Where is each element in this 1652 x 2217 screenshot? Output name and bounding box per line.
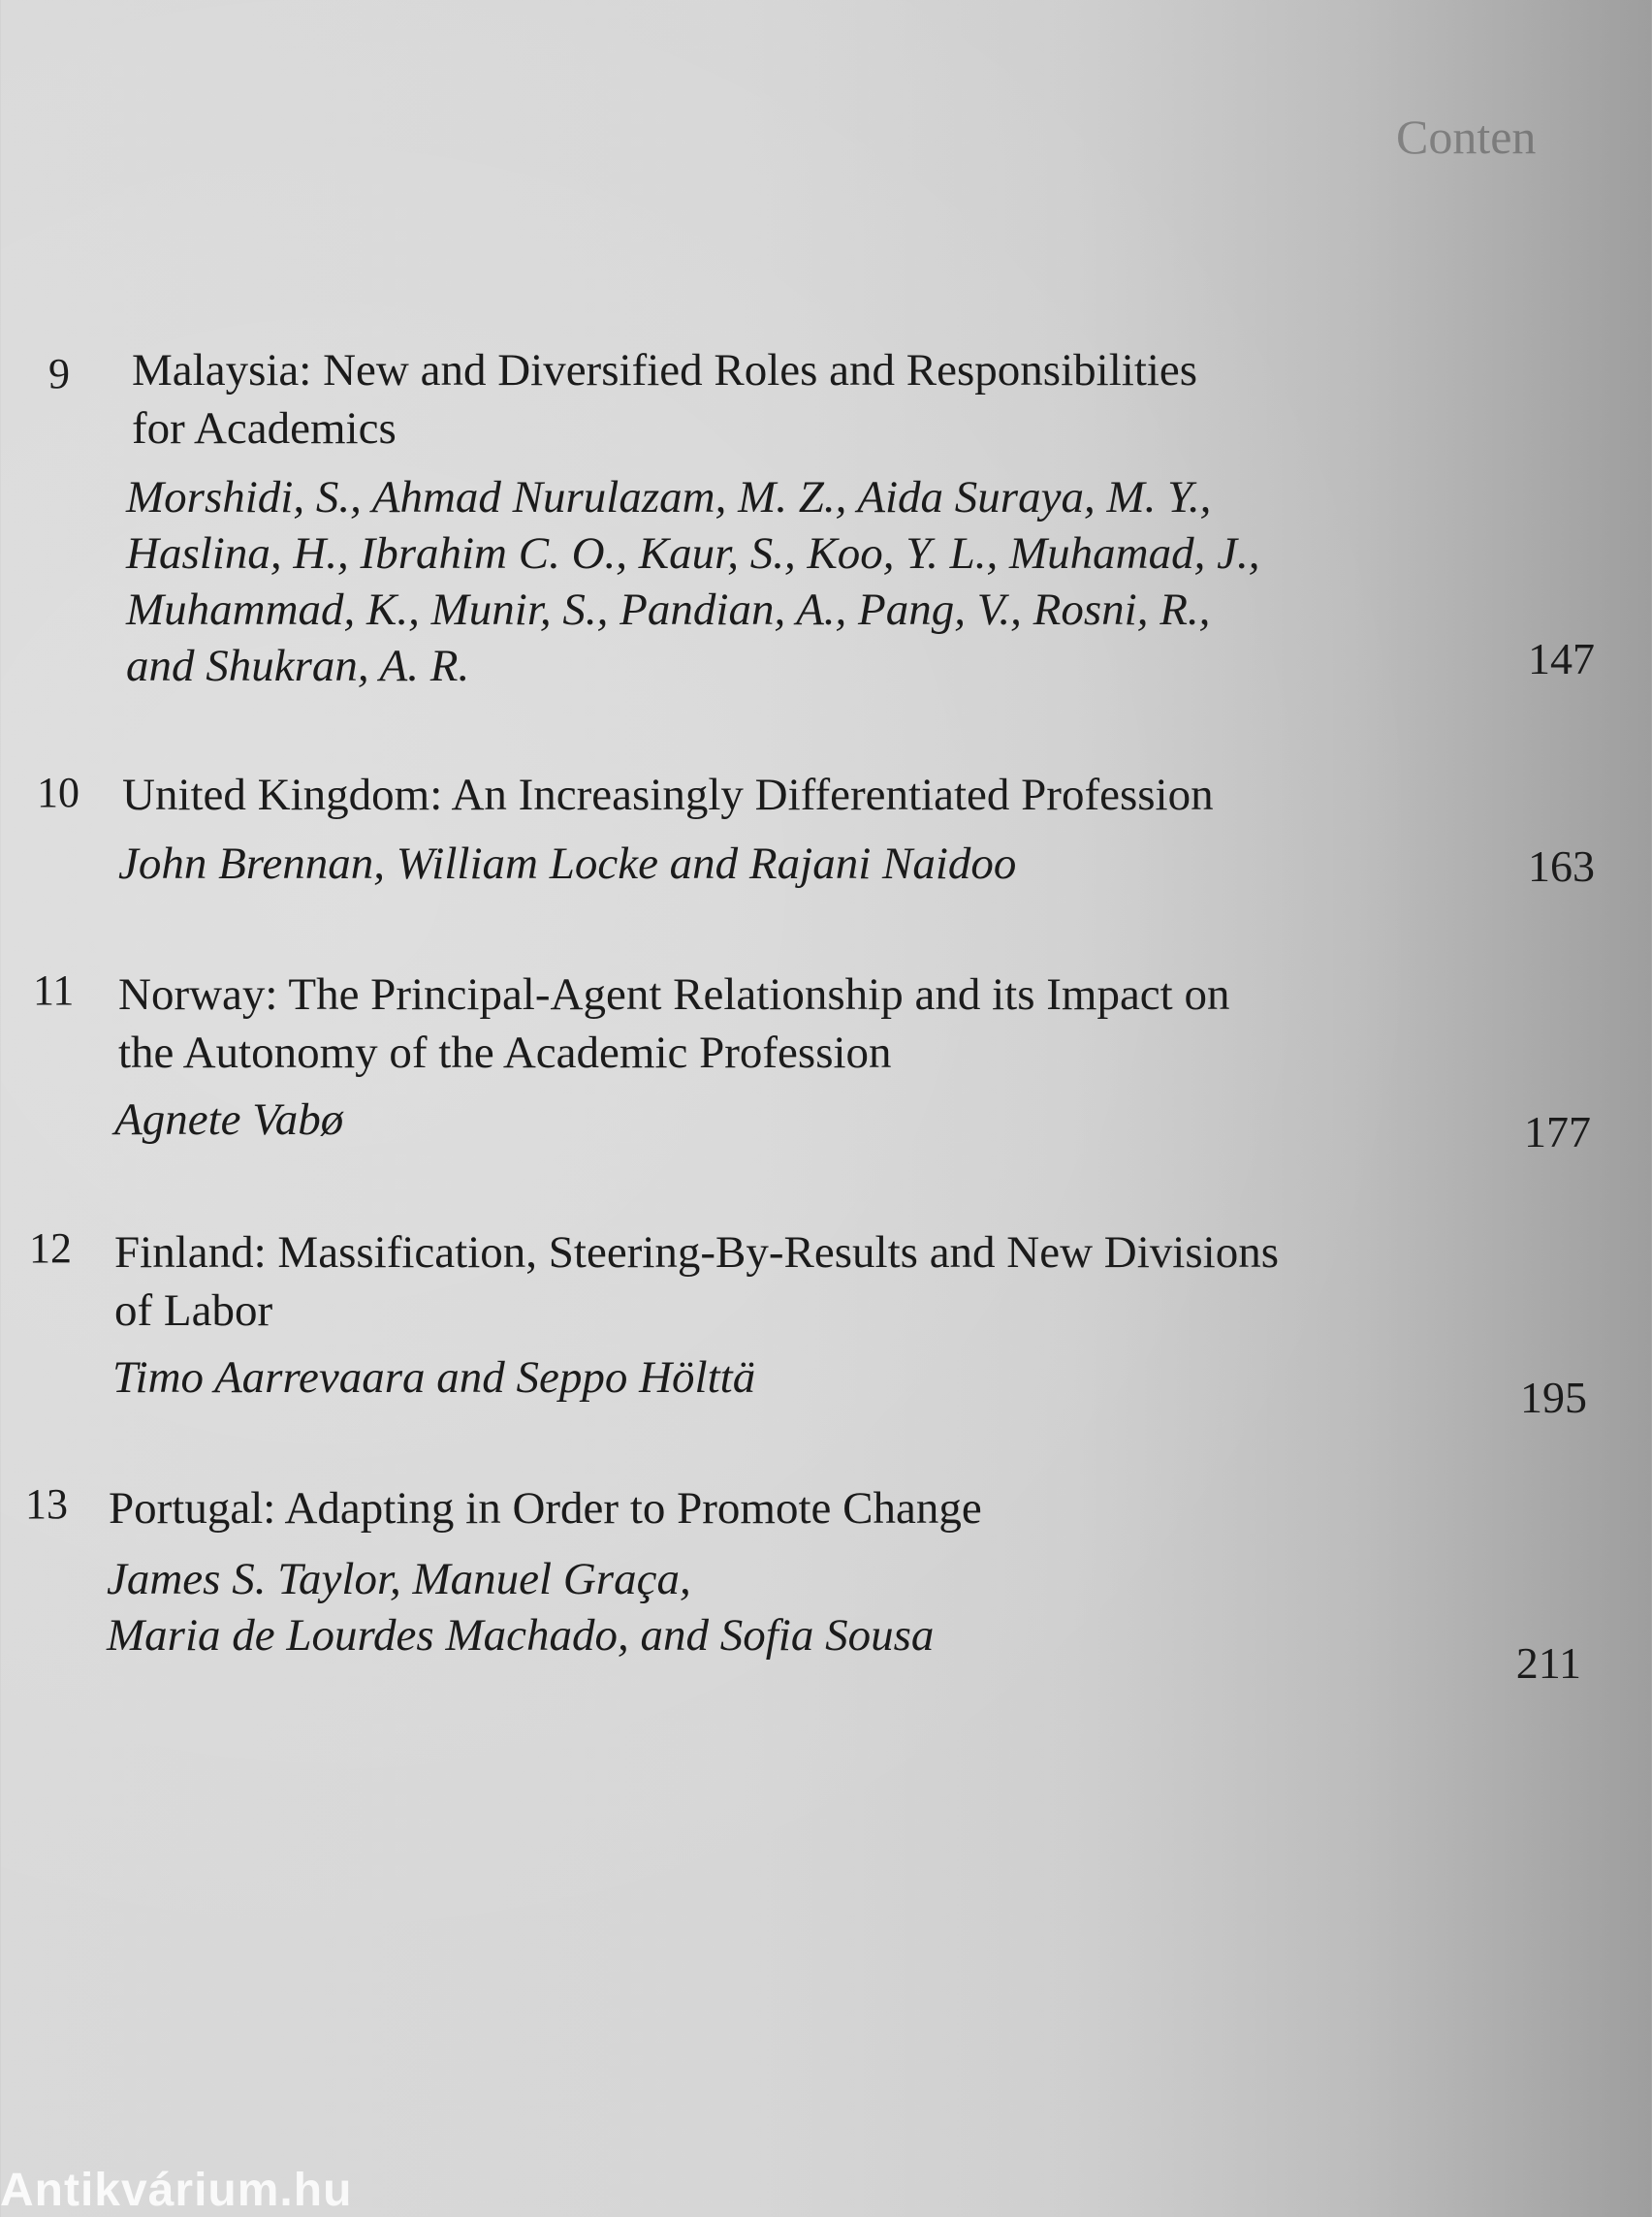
title-line: United Kingdom: An Increasingly Differentiated Profession	[122, 770, 1214, 820]
chapter-number: 12	[29, 1224, 72, 1272]
author-line: Haslina, H., Ibrahim C. O., Kaur, S., Koo, Y. L., Muhamad, J.,	[126, 528, 1260, 579]
chapter-title	[118, 966, 1229, 1082]
chapter-title	[122, 766, 1214, 824]
page-number: 211	[1515, 1638, 1581, 1688]
chapter-authors	[112, 1349, 755, 1406]
author-line: Muhammad, K., Munir, S., Pandian, A., Pang, V., Rosni, R.,	[126, 585, 1211, 635]
chapter-number: 9	[48, 350, 70, 397]
author-line: John Brennan, William Locke and Rajani Naidoo	[118, 839, 1017, 889]
title-line: Norway: The Principal-Agent Relationship and its Impact on	[118, 969, 1230, 1020]
title-line: Finland: Massification, Steering-By-Results and New Divisions	[114, 1227, 1280, 1278]
chapter-authors	[126, 469, 1259, 694]
watermark: Antikvárium.hu	[0, 2165, 353, 2216]
title-line: for Academics	[132, 403, 397, 454]
chapter-authors	[107, 1551, 934, 1663]
chapter-number: 11	[33, 966, 75, 1014]
page-number: 177	[1524, 1107, 1591, 1156]
title-line: the Autonomy of the Academic Profession	[118, 1028, 892, 1078]
chapter-title	[109, 1479, 982, 1537]
author-line: Agnete Vabø	[114, 1094, 344, 1145]
title-line: Malaysia: New and Diversified Roles and Responsibilities	[132, 345, 1198, 396]
author-line: and Shukran, A. R.	[126, 641, 470, 691]
chapter-title	[132, 341, 1197, 458]
chapter-authors	[118, 836, 1016, 892]
chapter-title	[114, 1223, 1279, 1340]
author-line: Timo Aarrevaara and Seppo Hölttä	[112, 1352, 756, 1403]
header-bleed-through: Conten	[1396, 110, 1537, 164]
chapter-number: 13	[25, 1480, 68, 1528]
chapter-authors	[114, 1092, 343, 1148]
chapter-number: 10	[37, 769, 79, 816]
title-line: Portugal: Adapting in Order to Promote Change	[109, 1483, 982, 1534]
page-number: 163	[1528, 841, 1595, 891]
page-number: 147	[1528, 634, 1595, 683]
page-number: 195	[1520, 1373, 1587, 1422]
author-line: James S. Taylor, Manuel Graça,	[107, 1554, 691, 1604]
title-line: of Labor	[114, 1285, 273, 1336]
author-line: Morshidi, S., Ahmad Nurulazam, M. Z., Aida Suraya, M. Y.,	[126, 472, 1212, 523]
author-line: Maria de Lourdes Machado, and Sofia Sousa	[107, 1610, 935, 1661]
